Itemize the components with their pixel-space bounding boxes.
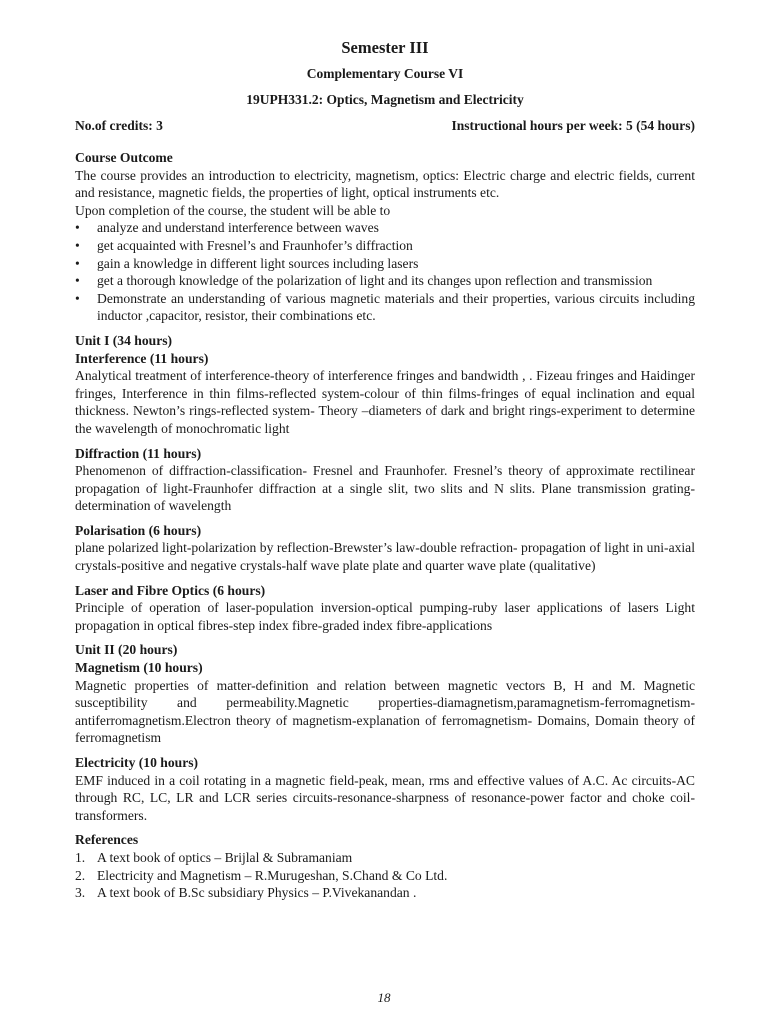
list-item: • Demonstrate an understanding of various magnetic materials and their properties, various circuits including inductor ,capacitor, resistor, their combinations etc. <box>75 290 695 325</box>
interference-heading: Interference (11 hours) <box>75 350 209 366</box>
interference-text: Analytical treatment of interference-theory of interference fringes and bandwidth , . Fizeau fringes and Haidinger fringes, Interference in thin films-reflected system-colour of thin films-fringes of equal inclination and equal thickness. Newton’s rings-reflected system- Theory –diameters of dark and bright rings-experiment to determine the wavelength of monochromatic light <box>75 368 695 436</box>
magnetism-text-line1: Magnetic properties of matter-definition and relation between magnetic vectors B, H and M. Magnetic <box>75 677 695 693</box>
document-body <box>75 149 695 902</box>
list-item: • get a thorough knowledge of the polarization of light and its changes upon reflection and transmission <box>75 272 695 290</box>
list-item: • analyze and understand interference between waves <box>75 219 695 237</box>
laser-text: Principle of operation of laser-population inversion-optical pumping-ruby laser applications of lasers Light propagation in optical fibres-step index fibre-graded index fibre-applications <box>75 600 695 633</box>
reference-number: 1. <box>75 849 86 865</box>
page-number: 18 <box>377 990 391 1005</box>
references-list <box>75 849 695 902</box>
electricity-heading: Electricity (10 hours) <box>75 755 199 770</box>
course-outcome-lead: Upon completion of the course, the student will be able to <box>75 202 391 218</box>
reference-text: A text book of optics – Brijlal & Subramaniam <box>97 849 353 865</box>
magnetism-text-line2: susceptibility and permeability.Magnetic properties-diamagnetism,paramagnetism-ferromagnetism- <box>75 695 695 711</box>
unit2-heading: Unit II (20 hours) <box>75 642 178 658</box>
list-item <box>75 884 695 902</box>
electricity-text: EMF induced in a coil rotating in a magnetic field-peak, mean, rms and effective values of A.C. Ac circuits-AC through RC, LC, LR and LCR series circuits-resonance-sharpness of resonance-power factor and choke coil-transformers. <box>75 772 695 823</box>
list-item: • get acquainted with Fresnel’s and Fraunhofer’s diffraction <box>75 237 695 255</box>
reference-text: Electricity and Magnetism – R.Murugeshan, S.Chand & Co Ltd. <box>97 867 448 883</box>
list-item <box>75 867 695 885</box>
polarisation-heading: Polarisation (6 hours) <box>75 522 202 538</box>
semester-title: Semester III <box>341 38 429 57</box>
list-item <box>75 849 695 867</box>
laser-heading: Laser and Fibre Optics (6 hours) <box>75 582 266 598</box>
reference-text: A text book of B.Sc subsidiary Physics – P.Vivekanandan . <box>97 885 417 901</box>
course-outcome-intro: The course provides an introduction to electricity, magnetism, optics: Electric charge and electric fields, current and resistance, magnetic fields, the properties of light, optical instruments etc. <box>75 167 695 201</box>
polarisation-text: plane polarized light-polarization by reflection-Brewster’s law-double refraction- propagation of light in uni-axial crystals-positive and negative crystals-half wave plate plate and quarter wave plate (qualitative) <box>75 540 695 574</box>
course-title: Complementary Course VI <box>306 66 464 81</box>
unit1-heading: Unit I (34 hours) <box>75 332 173 348</box>
references-heading: References <box>75 832 139 848</box>
outcome-list <box>75 219 695 325</box>
reference-number: 3. <box>75 885 86 901</box>
credits-label: No.of credits: 3 <box>75 118 163 133</box>
reference-number: 2. <box>75 867 86 883</box>
magnetism-text-rest: antiferromagnetism.Electron theory of magnetism-explanation of ferromagnetism- Domains, Domain theory of ferromagnetism <box>75 712 695 746</box>
hours-label: Instructional hours per week: 5 (54 hours) <box>451 118 695 133</box>
magnetism-heading: Magnetism (10 hours) <box>75 660 203 676</box>
course-outcome-heading: Course Outcome <box>75 150 173 165</box>
diffraction-text: Phenomenon of diffraction-classification- Fresnel and Fraunhofer. Fresnel’s theory of approximate rectilinear propagation of light-Fraunhofer diffraction at a single slit, two slits and N slits. Plane transmission grating-determination of wavelength <box>75 463 695 514</box>
diffraction-heading: Diffraction (11 hours) <box>75 445 202 461</box>
course-meta <box>75 118 695 134</box>
list-item: • gain a knowledge in different light sources including lasers <box>75 255 695 273</box>
course-code-title: 19UPH331.2: Optics, Magnetism and Electricity <box>246 92 524 107</box>
